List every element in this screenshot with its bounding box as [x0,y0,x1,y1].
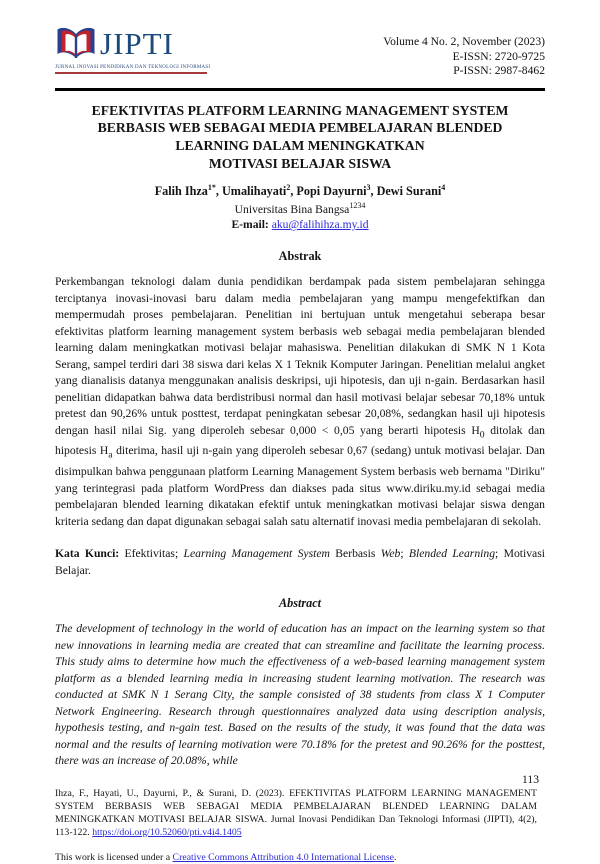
affiliation [55,199,545,217]
journal-logo [55,26,210,74]
abstrak-text: diterima, hasil uji n-gain yang diperoleh sebesar 0,67 (sedang) untuk motivasi belajar. Dan disimpulkan bahwa penggunaan platform Learning Management System berbasis web bernama "Diriku" yang terintegrasi pada platform WordPress dan diakses pada situs www.diriku.my.id sebagai media pembelajaran blended learning dikatakan efektif untuk meningkatkan motivasi belajar siswa dengan kriteria sedang dan dapat digunakan sebagai salah satu alternatif inovasi media pembelajaran di sekolah. [55,444,545,528]
author-separator: , [290,184,297,199]
author-name: Popi Dayurni [296,184,367,199]
pissn-line: P-ISSN: 2987-8462 [453,64,545,78]
keyword-text: Blended Learning [408,547,496,561]
license-text: . [394,851,397,863]
header-divider [55,88,545,91]
keyword-text: Berbasis [329,547,381,561]
email-line [55,218,545,232]
keywords-line [55,546,545,579]
title-line: EFEKTIVITAS PLATFORM LEARNING MANAGEMENT SYSTEM [91,102,509,118]
title-line: LEARNING DALAM MENINGKATKAN [175,137,425,153]
article-title [55,102,545,172]
journal-logo-caption: JURNAL INOVASI PENDIDIKAN DAN TEKNOLOGI INFORMASI [55,65,211,70]
abstrak-body [55,274,545,530]
journal-logo-text: JIPTI [100,26,174,61]
email-link[interactable]: aku@falihihza.my.id [271,218,369,232]
abstrak-text: ditolak dan hipotesis H [55,423,545,458]
keyword-text: ; Motivasi Belajar. [55,547,545,577]
author-list [55,181,545,198]
author-name: Umalihayati [221,184,287,199]
abstract-body: The development of technology in the world of education has an impact on the learning system so that new innovations in learning media are created that can streamline and facilitate the learning process. This study aims to determine how much the effectiveness of a web-based learning management system platform as a blended learning media in increasing student learning motivation. The research was conducted at SMK N 1 Serang City, the sample consisted of 38 students from class X 1 Computer Network Engineering. Research through questionnaires analyzed data using description analysis, hypothesis testing, and n-gain test. Based on the results of the study, it was found that the data was normal and the results of learning motivation were 70.18% for the pretest and 90.26% for the posttest, there was an increase of 20.08%, while [55,622,545,768]
keywords-label: Kata Kunci: [55,547,120,561]
email-label: E-mail: [231,218,269,232]
abstrak-text: Perkembangan teknologi dalam dunia pendidikan berdampak pada sistem pembelajaran sehingga terciptanya inovasi-inovasi baru dalam media pembelajaran yang mampu mengefektifkan dan mempermudah proses pembelajaran. Penelitian ini bertujuan untuk mengetahui seberapa besar efektivitas platform learning management system berbasis web sebagai media pembelajaran blended learning dalam meningkatkan motivasi belajar mahasiswa. Penelitian dilakukan di SMK N 1 Kota Serang, sampel terdiri dari 38 siswa dari kelas X 1 Teknik Komputer Jaringan. Penelitian melalui angket yang dianalisis datanya menggunakan analisis deskripsi, uji hipotesis, dan uji n-gain. Berdasarkan hasil penelitian didapatkan bahwa data berdistribusi normal dan hasil motivasi belajar sebesar 70,18% untuk pretest dan 90,26% untuk posttest, terdapat peningkatan sebesar 20,08%, sedangkan hasil uji hipotesis dengan hasil nilai Sig. yang diperoleh sebesar 0,000 < 0,05 yang berarti hipotesis H [55,275,545,437]
keyword-text: ; [400,547,409,561]
keyword-text: Learning Management System [183,547,330,561]
h0-subscript: 0 [479,428,485,440]
page-number: 113 [522,772,539,786]
affiliation-name: Universitas Bina Bangsa [234,203,350,217]
author-sup: 1* [207,183,216,193]
open-book-icon [55,26,97,62]
author-separator: , [215,184,222,199]
affiliation-sup: 1234 [349,201,366,211]
keyword-text: Efektivitas; [119,547,184,561]
doi-link[interactable]: https://doi.org/10.52060/pti.v4i4.1405 [92,826,242,838]
issue-info [383,26,545,79]
citation-block [55,787,537,839]
author-name: Falih Ihza [154,184,208,199]
abstrak-heading: Abstrak [278,249,322,264]
keyword-text: Web [380,547,401,561]
license-text: This work is licensed under a [55,851,173,863]
author-separator: , [370,184,377,199]
license-line [55,851,545,864]
volume-line: Volume 4 No. 2, November (2023) [383,35,545,48]
eissn-line: E-ISSN: 2720-9725 [452,49,545,63]
logo-underline [55,72,207,74]
author-sup: 3 [366,183,371,193]
page-header [55,26,545,79]
author-sup: 2 [286,183,291,193]
citation-text: Ihza, F., Hayati, U., Dayurni, P., & Surani, D. (2023). EFEKTIVITAS PLATFORM LEARNING MANAGEMENT SYSTEM BERBASIS WEB SEBAGAI MEDIA PEMBELAJARAN BLENDED LEARNING DALAM MENINGKATKAN MOTIVASI BELAJAR SISWA. Jurnal Inovasi Pendidikan Dan Teknologi Informasi (JIPTI), 4(2), 113-122. [55,787,537,838]
author-sup: 4 [441,183,446,193]
abstract-heading: Abstract [279,596,321,611]
license-link[interactable]: Creative Commons Attribution 4.0 International License [172,851,395,863]
title-line: MOTIVASI BELAJAR SISWA [208,155,392,171]
author-name: Dewi Surani [376,184,442,199]
title-line: BERBASIS WEB SEBAGAI MEDIA PEMBELAJARAN BLENDED [97,120,503,136]
ha-subscript: a [108,449,113,461]
